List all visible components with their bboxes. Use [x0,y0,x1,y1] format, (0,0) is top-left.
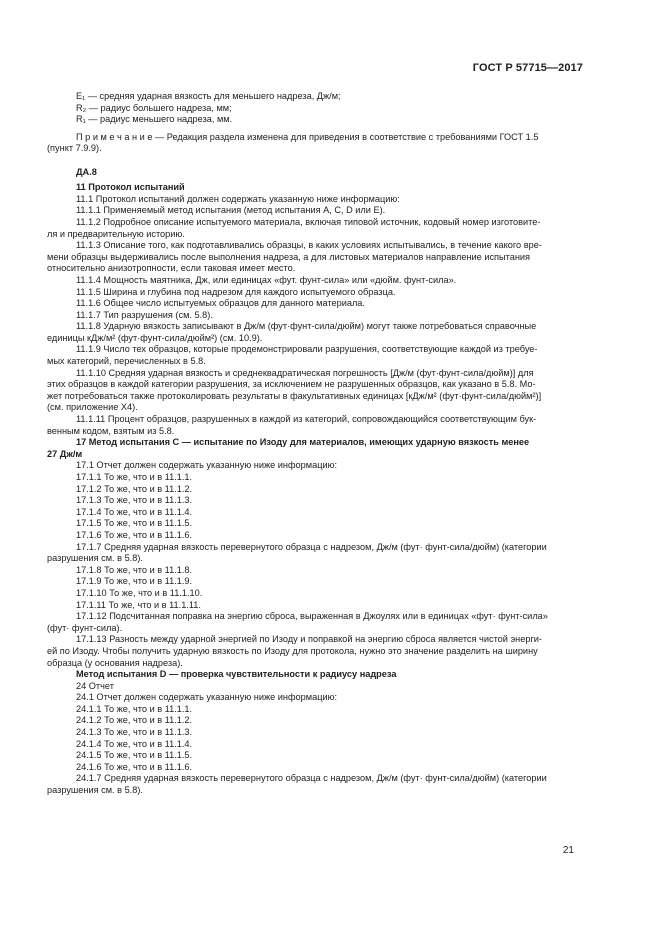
page-number: 21 [562,845,574,856]
para-17-1-3: 17.1.3 То же, что и в 11.1.3. [76,495,193,506]
para-17-1-13-line-3: образца (у основания надреза). [47,657,183,668]
note-line-1: П р и м е ч а н и е — Редакция раздела изменена для приведения в соответствие с требованиями ГОСТ 1.5 [76,131,539,142]
para-11-1-2-line-1: 11.1.2 Подробное описание испытуемого материала, включая типовой источник, кодовый номер изготовите- [76,216,541,227]
para-11-1-8-line-1: 11.1.8 Ударную вязкость записывают в Дж/м (фут·фунт-сила/дюйм) могут также потребоваться справочные [76,321,537,332]
legend-e1: E₁ — средняя ударная вязкость для меньшего надреза, Дж/м; [76,91,341,101]
para-17-1-7-line-2: разрушения см. в 5.8). [47,553,143,564]
para-24-1-2: 24.1.2 То же, что и в 11.1.2. [76,715,193,726]
para-17-1-7-line-1: 17.1.7 Средняя ударная вязкость перевернутого образца с надрезом, Дж/м (фут· фунт-сила/дюйм) (категории [76,541,547,552]
para-17-1-6: 17.1.6 То же, что и в 11.1.6. [76,529,193,540]
para-24-1-3: 24.1.3 То же, что и в 11.1.3. [76,727,193,738]
para-24-1-4: 24.1.4 То же, что и в 11.1.4. [76,738,193,749]
para-11-1-2-line-2: ля и предварительную историю. [47,228,185,239]
para-24-1: 24.1 Отчет должен содержать указанную ниже информацию: [76,692,338,703]
para-11-1-7: 11.1.7 Тип разрушения (см. 5.8). [76,309,213,320]
section-11-heading: 11 Протокол испытаний [76,182,185,193]
para-11-1-11-line-2: венным кодом, взятым из 5.8. [47,425,175,436]
para-11-1-4: 11.1.4 Мощность маятника, Дж, или единицах «фут. фунт-сила» или «дюйм. фунт-сила». [76,274,457,285]
para-11-1-10-line-4: (см. приложение Х4). [47,402,138,413]
para-11-1-6: 11.1.6 Общее число испытуемых образцов для данного материала. [76,298,365,309]
section-17-heading-line-2: 27 Дж/м [47,448,83,459]
note-line-2: (пункт 7.9.9). [47,143,102,154]
para-24: 24 Отчет [76,680,114,691]
para-11-1-10-line-1: 11.1.10 Средняя ударная вязкость и среднеквадратическая погрешность [Дж/м (фут·фунт-сила/дюйм)] для [76,367,534,378]
para-11-1-8-line-2: единицы кДж/м² (фут·фунт-сила/дюйм²) (см. 10.9). [47,332,263,343]
para-17-1-4: 17.1.4 То же, что и в 11.1.4. [76,506,193,517]
para-17-1-12-line-1: 17.1.12 Подсчитанная поправка на энергию сброса, выраженная в Джоулях или в единицах «фут· фунт-сила» [76,611,548,622]
section-da8-title: ДА.8 [76,166,97,177]
para-17-1-1: 17.1.1 То же, что и в 11.1.1. [76,472,193,482]
para-17-1-10: 17.1.10 То же, что и в 11.1.10. [76,587,203,598]
legend-r1: R₁ — радиус меньшего надреза, мм. [76,114,233,125]
para-11-1: 11.1 Протокол испытаний должен содержать указанную ниже информацию: [76,193,400,204]
para-17-1-8: 17.1.8 То же, что и в 11.1.8. [76,564,193,575]
para-11-1-11-line-1: 11.1.11 Процент образцов, разрушенных в каждой из категорий, сопровождающийся соответствующим бук- [76,414,537,425]
para-11-1-3-line-3: относительно анизотропности, если таковая имеет место. [47,263,296,274]
document-body [47,91,584,797]
para-17-1: 17.1 Отчет должен содержать указанную ниже информацию: [76,460,338,471]
para-11-1-10-line-3: жет потребоваться также протоколировать результаты в факультативных единицах [кДж/м² (фут·фунт-сила/дюйм²)] [47,390,542,401]
section-17-heading-line-1: 17 Метод испытания С — испытание по Изоду для материалов, имеющих ударную вязкость менее [76,437,530,448]
para-11-1-3-line-2: мени образцы выдерживались после выполнения надреза, а для листовых материалов направление испытания [47,251,531,262]
para-17-1-13-line-1: 17.1.13 Разность между ударной энергией по Изоду и поправкой на энергию сброса является чистой энерги- [76,634,542,645]
para-11-1-1: 11.1.1 Применяемый метод испытания (метод испытания А, С, D или Е). [76,205,386,216]
para-11-1-9-line-2: мых категорий, перечисленных в 5.8. [47,356,206,367]
standard-designation: ГОСТ Р 57715—2017 [472,62,583,74]
para-11-1-9-line-1: 11.1.9 Число тех образцов, которые продемонстрировали разрушения, соответствующие каждой из требуе- [76,344,538,355]
para-24-1-7-line-1: 24.1.7 Средняя ударная вязкость перевернутого образца с надрезом, Дж/м (фут· фунт-сила/дюйм) (категории [76,773,547,784]
section-d-heading: Метод испытания D — проверка чувствительности к радиусу надреза [76,669,397,680]
para-17-1-11: 17.1.11 То же, что и в 11.1.11. [76,599,201,610]
para-17-1-5: 17.1.5 То же, что и в 11.1.5. [76,518,193,529]
para-11-1-5: 11.1.5 Ширина и глубина под надрезом для каждого испытуемого образца. [76,286,396,297]
para-11-1-10-line-2: этих образцов в каждой категории разрушения, за исключением не разрушенных образцов, как указано в 5.8. Мо- [47,379,536,390]
para-24-1-7-line-2: разрушения см. в 5.8). [47,785,143,796]
para-24-1-6: 24.1.6 То же, что и в 11.1.6. [76,761,193,772]
para-11-1-3-line-1: 11.1.3 Описание того, как подготавливались образцы, в каких условиях испытывались, в течение какого вре- [76,240,542,251]
para-17-1-9: 17.1.9 То же, что и в 11.1.9. [76,576,193,587]
para-24-1-5: 24.1.5 То же, что и в 11.1.5. [76,750,193,761]
para-24-1-1: 24.1.1 То же, что и в 11.1.1. [76,703,193,714]
legend-r2: R₂ — радиус большего надреза, мм; [76,102,232,113]
para-17-1-12-line-2: (фут· фунт-сила). [47,622,123,633]
para-17-1-13-line-2: ей по Изоду. Чтобы получить ударную вязкость по Изоду для протокола, нужно это значение разделить на ширину [47,645,538,656]
para-17-1-2: 17.1.2 То же, что и в 11.1.2. [76,483,193,494]
